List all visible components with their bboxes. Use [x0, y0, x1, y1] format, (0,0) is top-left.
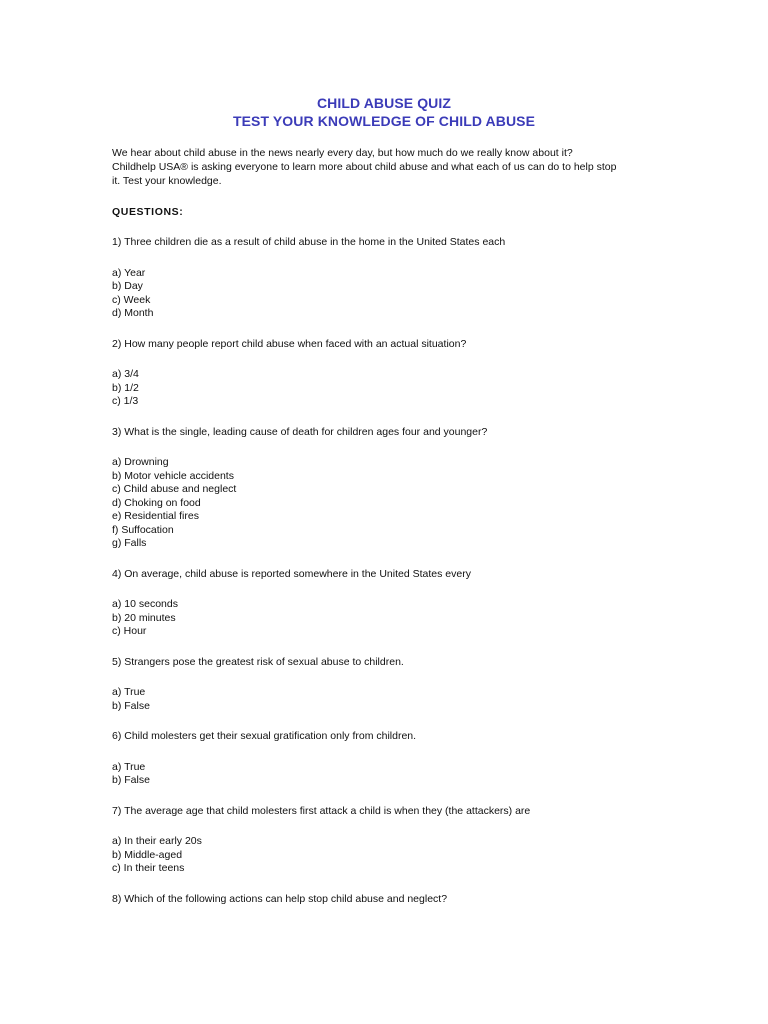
answer-option: b) False	[112, 774, 150, 786]
answer-option: a) 10 seconds	[112, 598, 178, 610]
answer-option: c) Hour	[112, 625, 147, 637]
answer-options	[112, 456, 692, 551]
question-text: 7) The average age that child molesters first attack a child is when they (the attackers) are	[112, 804, 531, 817]
answer-option: g) Falls	[112, 537, 147, 549]
answer-option: a) True	[112, 686, 146, 698]
questions-list	[112, 236, 692, 923]
intro-paragraph	[112, 146, 672, 188]
question-text: 4) On average, child abuse is reported somewhere in the United States every	[112, 567, 471, 580]
page-title: CHILD ABUSE QUIZ	[316, 95, 452, 111]
question-item	[112, 656, 692, 714]
answer-option: c) In their teens	[112, 862, 185, 874]
answer-option: a) Drowning	[112, 456, 169, 468]
answer-option: b) 20 minutes	[112, 611, 176, 624]
question-text: 3) What is the single, leading cause of death for children ages four and younger?	[112, 425, 488, 438]
question-item	[112, 805, 692, 876]
answer-option: a) 3/4	[112, 368, 139, 380]
answer-option: a) In their early 20s	[112, 835, 202, 847]
question-item	[112, 893, 692, 907]
question-item	[112, 338, 692, 409]
answer-options	[112, 598, 692, 639]
questions-heading: QUESTIONS:	[112, 206, 184, 218]
answer-option: a) Year	[112, 266, 146, 279]
answer-options	[112, 267, 692, 321]
answer-option: b) Middle-aged	[112, 848, 183, 861]
question-text: 5) Strangers pose the greatest risk of sexual abuse to children.	[112, 655, 404, 668]
answer-options	[112, 835, 692, 876]
intro-line: it. Test your knowledge.	[112, 175, 222, 187]
question-item	[112, 236, 692, 321]
answer-options	[112, 686, 692, 713]
answer-option: b) 1/2	[112, 381, 139, 394]
question-text: 6) Child molesters get their sexual gratification only from children.	[112, 730, 417, 742]
answer-option: b) Day	[112, 280, 143, 292]
answer-option: c) 1/3	[112, 395, 139, 407]
answer-option: b) False	[112, 699, 150, 712]
answer-option: e) Residential fires	[112, 510, 199, 522]
answer-option: c) Child abuse and neglect	[112, 483, 237, 495]
question-item	[112, 426, 692, 551]
answer-option: c) Week	[112, 293, 151, 306]
question-text: 8) Which of the following actions can help stop child abuse and neglect?	[112, 892, 448, 905]
answer-options	[112, 368, 692, 409]
answer-option: d) Choking on food	[112, 496, 201, 509]
page-subtitle: TEST YOUR KNOWLEDGE OF CHILD ABUSE	[232, 113, 536, 129]
answer-options	[112, 761, 692, 788]
answer-option: d) Month	[112, 307, 154, 319]
question-text: 1) Three children die as a result of child abuse in the home in the United States each	[112, 236, 506, 248]
question-text: 2) How many people report child abuse when faced with an actual situation?	[112, 337, 467, 350]
question-item	[112, 568, 692, 639]
answer-option: f) Suffocation	[112, 523, 174, 536]
intro-line: Childhelp USA® is asking everyone to learn more about child abuse and what each of us can do to help stop	[112, 161, 617, 173]
title-block	[0, 94, 768, 130]
answer-option: a) True	[112, 760, 146, 773]
question-item	[112, 730, 692, 788]
intro-line: We hear about child abuse in the news nearly every day, but how much do we really know about it?	[112, 147, 573, 159]
answer-option: b) Motor vehicle accidents	[112, 469, 234, 482]
